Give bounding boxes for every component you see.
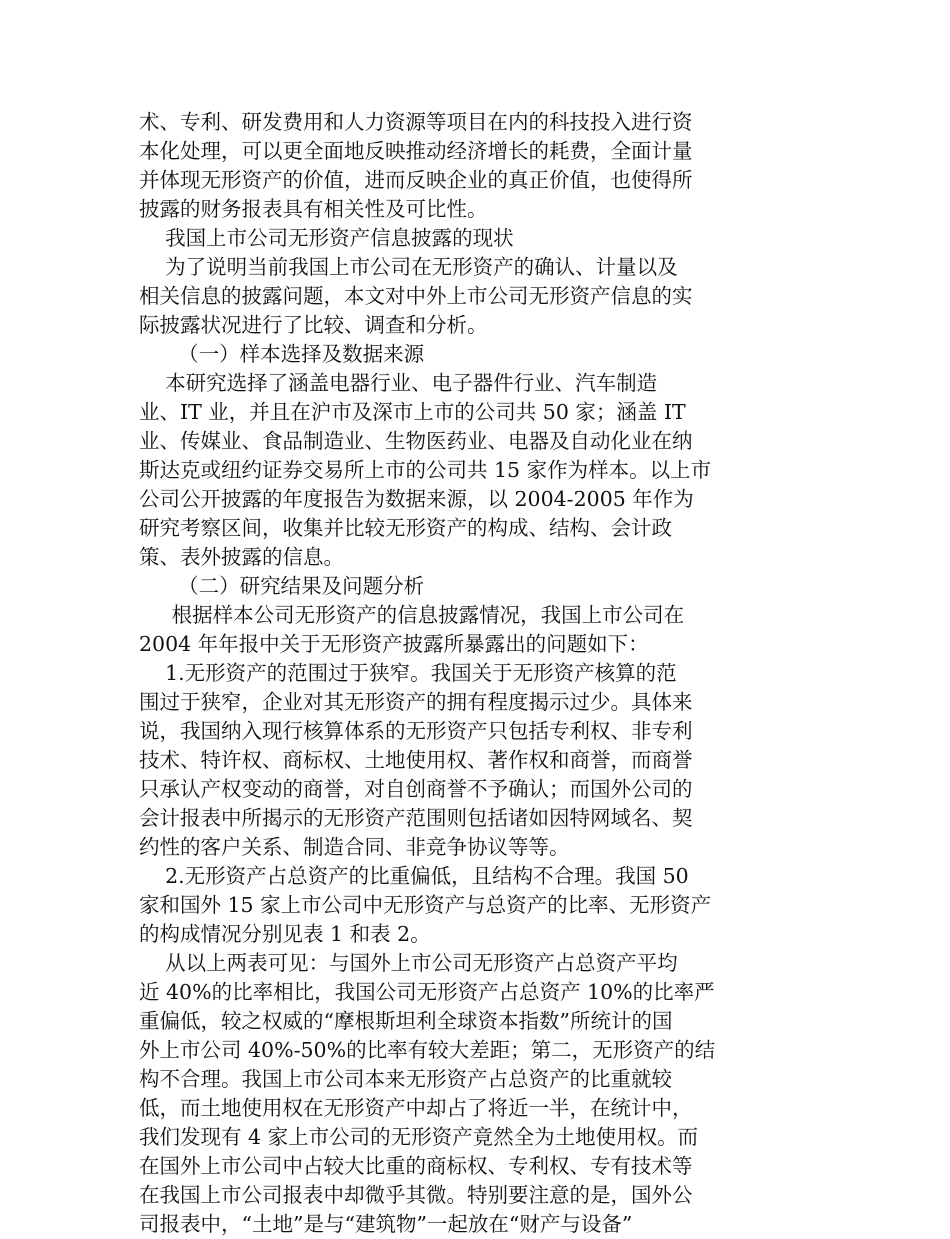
- text-line: 本化处理，可以更全面地反映推动经济增长的耗费，全面计量: [139, 139, 693, 163]
- text-line: 会计报表中所揭示的无形资产范围则包括诸如因特网域名、契: [139, 806, 693, 830]
- text-line: 外上市公司 40%-50%的比率有较大差距；第二，无形资产的结: [139, 1038, 716, 1062]
- text-line: 近 40%的比率相比，我国公司无形资产占总资产 10%的比率严: [139, 980, 715, 1004]
- text-line: 技术、特许权、商标权、土地使用权、著作权和商誉，而商誉: [139, 748, 693, 772]
- text-line: 司报表中，“土地”是与“建筑物”一起放在“财产与设备”: [139, 1212, 633, 1236]
- text-line: 我们发现有 4 家上市公司的无形资产竟然全为土地使用权。而: [139, 1125, 699, 1149]
- text-line: 披露的财务报表具有相关性及可比性。: [139, 197, 488, 221]
- text-line: 研究考察区间，收集并比较无形资产的构成、结构、会计政: [139, 516, 672, 540]
- text-line: 本研究选择了涵盖电器行业、电子器件行业、汽车制造: [139, 371, 658, 395]
- text-line: 斯达克或纽约证券交易所上市的公司共 15 家作为样本。以上市: [139, 458, 712, 482]
- text-line: 家和国外 15 家上市公司中无形资产与总资产的比率、无形资产: [139, 893, 712, 917]
- text-line: 重偏低，较之权威的“摩根斯坦利全球资本指数”所统计的国: [139, 1009, 673, 1033]
- text-line: 在我国上市公司报表中却微乎其微。特别要注意的是，国外公: [139, 1183, 693, 1207]
- text-line: 术、专利、研发费用和人力资源等项目在内的科技投入进行资: [139, 110, 693, 134]
- text-line: 说，我国纳入现行核算体系的无形资产只包括专利权、非专利: [139, 719, 693, 743]
- subsection-heading: （一）样本选择及数据来源: [139, 342, 425, 366]
- text-line: 策、表外披露的信息。: [139, 545, 344, 569]
- text-line: 围过于狭窄，企业对其无形资产的拥有程度揭示过少。具体来: [139, 690, 693, 714]
- text-line: 业、传媒业、食品制造业、生物医药业、电器及自动化业在纳: [139, 429, 693, 453]
- text-line: 际披露状况进行了比较、调查和分析。: [139, 313, 488, 337]
- text-line: 为了说明当前我国上市公司在无形资产的确认、计量以及: [139, 255, 678, 279]
- text-line: 构不合理。我国上市公司本来无形资产占总资产的比重就较: [139, 1067, 672, 1091]
- text-line: 约性的客户关系、制造合同、非竞争协议等等。: [139, 835, 570, 859]
- subsection-heading: （二）研究结果及问题分析: [139, 574, 425, 598]
- section-heading: 我国上市公司无形资产信息披露的现状: [139, 226, 514, 250]
- text-line: 2004 年年报中关于无形资产披露所暴露出的问题如下：: [139, 632, 649, 656]
- text-line: 低，而土地使用权在无形资产中却占了将近一半，在统计中，: [139, 1096, 693, 1120]
- text-line: 从以上两表可见：与国外上市公司无形资产占总资产平均: [139, 951, 678, 975]
- text-line: 相关信息的披露问题，本文对中外上市公司无形资产信息的实: [139, 284, 693, 308]
- text-line: 并体现无形资产的价值，进而反映企业的真正价值，也使得所: [139, 168, 693, 192]
- text-line: 公司公开披露的年度报告为数据来源，以 2004-2005 年作为: [139, 487, 694, 511]
- text-line: 根据样本公司无形资产的信息披露情况，我国上市公司在: [139, 603, 685, 627]
- text-line: 在国外上市公司中占较大比重的商标权、专利权、专有技术等: [139, 1154, 693, 1178]
- text-line: 的构成情况分别见表 1 和表 2。: [139, 922, 431, 946]
- text-line: 2.无形资产占总资产的比重偏低，且结构不合理。我国 50: [139, 864, 689, 888]
- document-body: [139, 108, 744, 1239]
- text-line: 只承认产权变动的商誉，对自创商誉不予确认；而国外公司的: [139, 777, 693, 801]
- text-line: 1.无形资产的范围过于狭窄。我国关于无形资产核算的范: [139, 661, 677, 685]
- text-line: 业、IT 业，并且在沪市及深市上市的公司共 50 家；涵盖 IT: [139, 400, 686, 424]
